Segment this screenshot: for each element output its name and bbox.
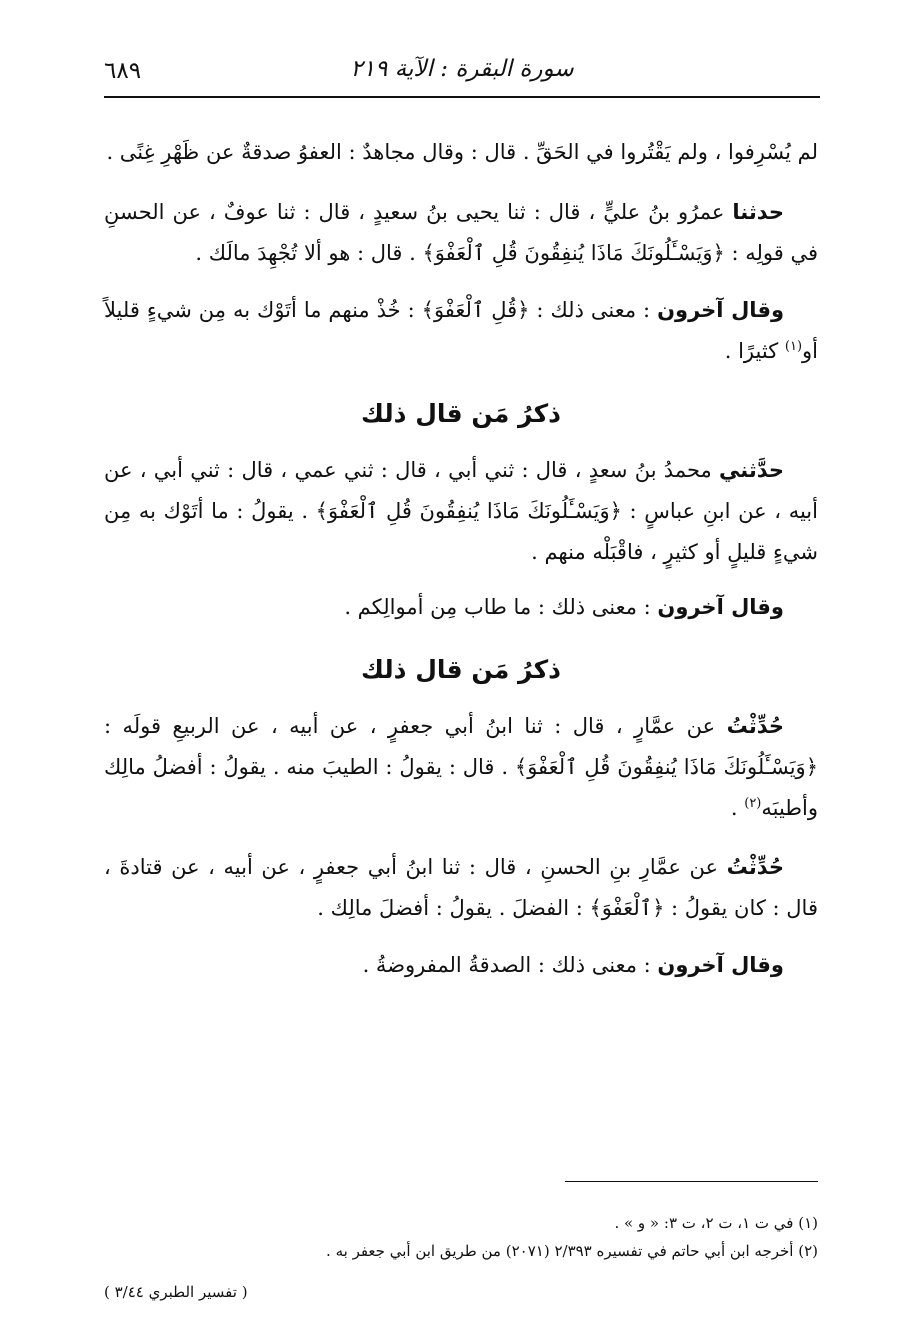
footnote-ref: (١) bbox=[784, 339, 803, 354]
running-title: سورة البقرة : الآية ٢١٩ bbox=[350, 56, 574, 82]
paragraph-lead: حُدِّثْتُ bbox=[726, 855, 784, 879]
paragraph-text: عمرُو بنُ عليٍّ ، قال : ثنا يحيى بنُ سعيدٍ ، قال : ثنا عوفٌ ، عن الحسنِ في قولِه : ﴿وَيَسْـَٔلُونَكَ مَاذَا يُنفِقُونَ قُلِ ٱلْعَفْوَ﴾ . قال : هو ألا تُجْهِدَ مالَك . bbox=[104, 200, 818, 265]
footnote: (١) في ت ١، ت ٢، ت ٣: « و » . bbox=[614, 1214, 818, 1232]
volume-signature: ( تفسير الطبري ٣/٤٤ ) bbox=[104, 1283, 248, 1301]
paragraph bbox=[104, 945, 818, 986]
header-rule bbox=[104, 96, 820, 98]
page-header bbox=[104, 54, 820, 94]
footnote-rule bbox=[565, 1181, 818, 1182]
paragraph-text: : معنى ذلك : ﴿قُلِ ٱلْعَفْوَ﴾ : خُذْ منهم ما أتَوْك به مِن شيءٍ قليلاً أو bbox=[104, 298, 818, 363]
paragraph-lead: وقال آخرون bbox=[657, 298, 784, 322]
paragraph-text: محمدُ بنُ سعدٍ ، قال : ثني أبي ، قال : ثني عمي ، قال : ثني أبي ، عن أبيه ، عن ابنِ عباسٍ : ﴿وَيَسْـَٔلُونَكَ مَاذَا يُنفِقُونَ قُلِ ٱلْعَفْوَ﴾ . يقولُ : ما أتَوْك به مِن شيءٍ قليلٍ أو كثيرٍ ، فاقْبَلْه منهم . bbox=[104, 458, 818, 564]
paragraph bbox=[104, 192, 818, 274]
paragraph bbox=[104, 132, 818, 173]
paragraph-text: : معنى ذلك : الصدقةُ المفروضةُ . bbox=[362, 953, 658, 977]
paragraph-text: لم يُسْرِفوا ، ولم يَقْتُروا في الحَقِّ . قال : وقال مجاهدٌ : العفوُ صدقةٌ عن ظَهْرِ غِنًى . bbox=[106, 140, 818, 164]
paragraph-text-tail: . bbox=[730, 796, 745, 820]
paragraph-lead: وقال آخرون bbox=[657, 953, 784, 977]
paragraph-text: عن عمَّارِ بنِ الحسنِ ، قال : ثنا ابنُ أبي جعفرٍ ، عن أبيه ، عن قتادةَ ، قال : كان يقولُ : ﴿ٱلْعَفْوَ﴾ : الفضلَ . يقولُ : أفضلَ مالِك . bbox=[104, 855, 818, 920]
paragraph bbox=[104, 290, 818, 372]
footnote-ref: (٢) bbox=[744, 796, 762, 811]
paragraph bbox=[104, 450, 818, 573]
footnotes bbox=[104, 1209, 818, 1265]
paragraph-text: : معنى ذلك : ما طاب مِن أموالِكم . bbox=[344, 595, 658, 619]
page-number: ٦٨٩ bbox=[104, 58, 142, 84]
paragraph-lead: حُدِّثْتُ bbox=[726, 714, 784, 738]
paragraph-lead: وقال آخرون bbox=[657, 595, 784, 619]
section-heading: ذكرُ مَن قال ذلك bbox=[361, 655, 561, 684]
paragraph bbox=[104, 587, 818, 628]
paragraph-text-tail: كثيرًا . bbox=[724, 339, 785, 363]
main-text bbox=[104, 132, 818, 986]
paragraph-text: عن عمَّارٍ ، قال : ثنا ابنُ أبي جعفرٍ ، عن أبيه ، عن الربيعِ قولَه : ﴿وَيَسْـَٔلُونَكَ مَاذَا يُنفِقُونَ قُلِ ٱلْعَفْوَ﴾ . قال : يقولُ : الطيبَ منه . يقولُ : أفضلُ مالِك وأطيبَه bbox=[104, 714, 818, 820]
paragraph bbox=[104, 706, 818, 829]
paragraph-lead: حدثنا bbox=[732, 200, 784, 224]
paragraph bbox=[104, 847, 818, 929]
footnote: (٢) أخرجه ابن أبي حاتم في تفسيره ٢/٣٩٣ (٢٠٧١) من طريق ابن أبي جعفر به . bbox=[326, 1242, 818, 1260]
section-heading: ذكرُ مَن قال ذلك bbox=[361, 399, 561, 428]
paragraph-lead: حدَّثني bbox=[719, 458, 784, 482]
